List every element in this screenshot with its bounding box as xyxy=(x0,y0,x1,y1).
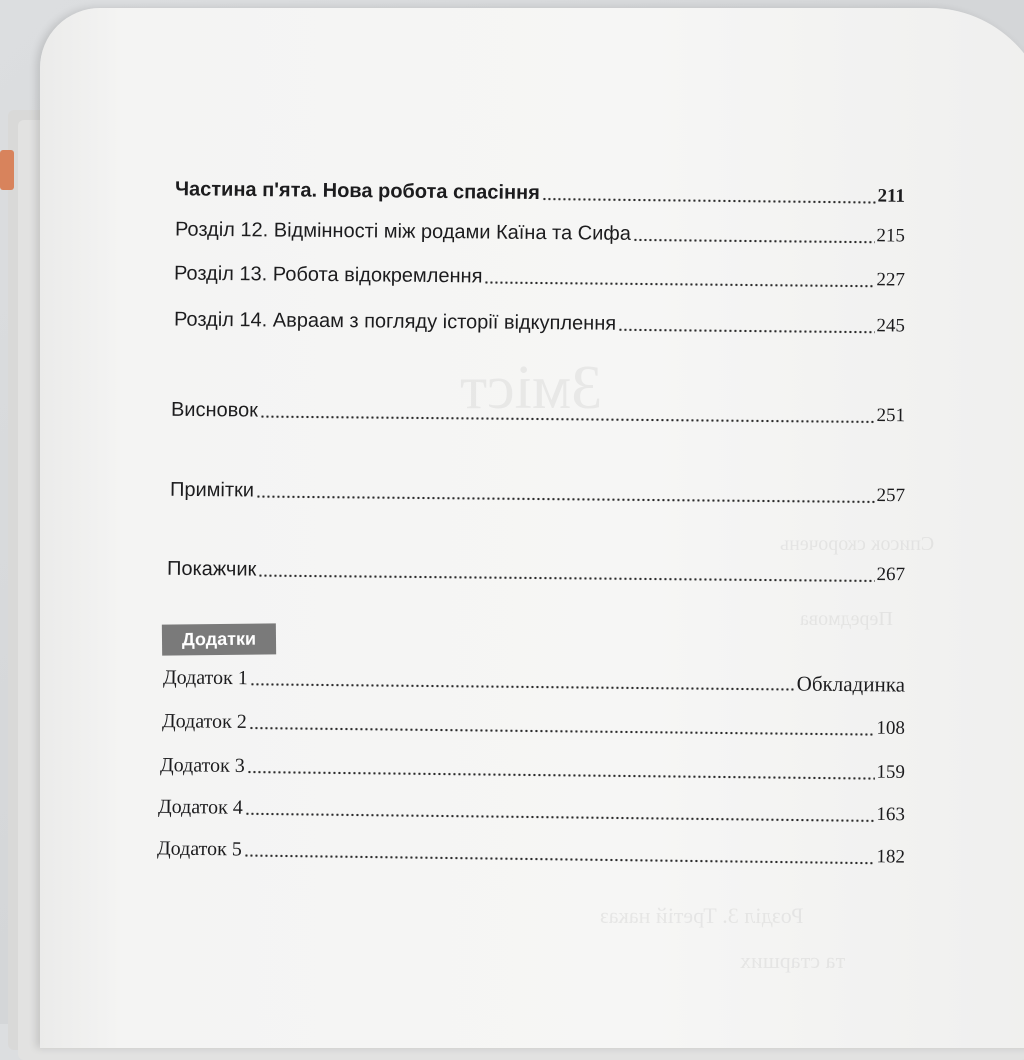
dot-leader xyxy=(245,812,875,823)
appendix-heading-badge xyxy=(162,623,276,655)
toc-entry-label: Розділ 13. Робота відокремлення xyxy=(173,262,483,288)
toc-entry-label: Покажчик xyxy=(166,557,257,581)
toc-entry-page: 227 xyxy=(876,269,906,291)
dot-leader xyxy=(256,495,875,504)
toc-entry-page: 182 xyxy=(876,846,906,868)
toc-entry-page: 108 xyxy=(876,717,906,739)
dot-leader xyxy=(244,853,875,865)
toc-entry-page: 159 xyxy=(876,761,906,783)
toc-entry-page: 251 xyxy=(876,404,906,427)
toc-entry-label: Частина п'ята. Нова робота спасіння xyxy=(174,178,540,204)
dot-leader xyxy=(250,682,795,691)
show-through-text: Список скорочень xyxy=(780,533,935,555)
toc-entry-label: Розділ 14. Авраам з погляду історії відкуплення xyxy=(173,308,617,335)
toc-entry-label: Розділ 12. Відмінності між родами Каїна та Сифа xyxy=(174,218,631,245)
show-through-text: та старших xyxy=(740,948,846,973)
appendix-heading: Додатки xyxy=(181,628,257,650)
dot-leader xyxy=(258,574,874,583)
dot-leader xyxy=(633,238,875,244)
book-cover-edge xyxy=(0,150,14,190)
show-through-text: Передмова xyxy=(800,608,893,630)
toc-entry-label: Додаток 1 xyxy=(162,666,248,690)
dot-leader xyxy=(618,328,874,334)
toc-entry-page: 267 xyxy=(876,563,906,586)
toc-entry-label: Додаток 3 xyxy=(159,754,245,777)
toc-entry-label: Додаток 5 xyxy=(156,837,242,861)
show-through-text: Зміст xyxy=(460,354,603,422)
dot-leader xyxy=(247,770,875,781)
toc-entry-page: 257 xyxy=(876,484,906,507)
toc-entry-page: 215 xyxy=(876,225,906,247)
toc-entry-label: Висновок xyxy=(170,398,259,422)
toc-entry-page: 245 xyxy=(876,315,906,337)
book-page xyxy=(40,8,1024,1048)
dot-leader xyxy=(542,197,876,204)
toc-entry-page: 163 xyxy=(876,803,906,826)
show-through-text: Розділ 3. Третій наказ xyxy=(600,903,804,928)
dot-leader xyxy=(260,415,875,424)
toc-entry-page: 211 xyxy=(877,185,906,207)
toc-entry-label: Примітки xyxy=(169,478,255,502)
dot-leader xyxy=(484,280,874,288)
dot-leader xyxy=(249,726,875,737)
toc-entry-page: Обкладинка xyxy=(796,671,906,697)
toc-entry-label: Додаток 2 xyxy=(161,710,247,733)
toc-entry-label: Додаток 4 xyxy=(157,795,243,819)
